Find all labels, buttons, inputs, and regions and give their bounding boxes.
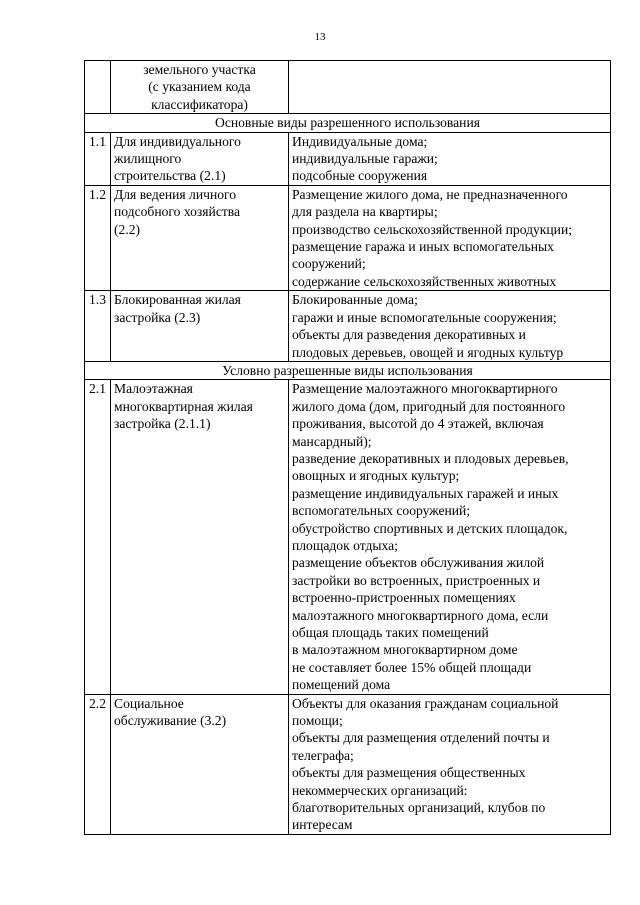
text-line: сооружений; xyxy=(292,256,366,272)
use-type-name xyxy=(111,694,289,834)
text-line: жилищного xyxy=(114,151,182,167)
row-number: 1.2 xyxy=(85,185,111,290)
header-continuation-row xyxy=(85,61,611,114)
section-heading-row xyxy=(85,361,611,379)
use-type-name xyxy=(111,132,289,185)
table-row xyxy=(85,694,611,834)
text-line: Для индивидуального xyxy=(114,133,241,149)
text-line: в малоэтажном многоквартирном доме xyxy=(292,642,518,658)
text-line: проживания, высотой до 4 этажей, включая xyxy=(292,416,544,432)
text-line: земельного участка xyxy=(143,62,256,77)
text-line: подсобные сооружения xyxy=(292,168,428,184)
text-line: встроенно-пристроенных помещениях xyxy=(292,590,516,606)
text-line: подсобного хозяйства xyxy=(114,204,241,220)
text-line: обустройство спортивных и детских площадок, xyxy=(292,520,568,536)
table-row xyxy=(85,380,611,694)
text-line: площадок отдыха; xyxy=(292,537,398,553)
table-body xyxy=(85,61,611,835)
use-type-name xyxy=(111,380,289,694)
text-line: многоквартирная жилая xyxy=(114,398,253,414)
row-number: 1.1 xyxy=(85,132,111,185)
use-type-name xyxy=(111,61,289,114)
text-line: размещение гаража и иных вспомогательных xyxy=(292,239,554,255)
text-line: некоммерческих организаций: xyxy=(292,782,468,798)
text-line: индивидуальные гаражи; xyxy=(292,151,438,167)
section-title: Основные виды разрешенного использования xyxy=(85,114,611,132)
text-line: объекты для разведения декоративных и xyxy=(292,327,526,343)
use-type-description xyxy=(289,132,611,185)
text-line: Социальное xyxy=(114,695,184,711)
text-line: содержание сельскохозяйственных животных xyxy=(292,273,557,289)
text-line: Размещение жилого дома, не предназначенного xyxy=(292,186,568,202)
text-line: гаражи и иные вспомогательные сооружения; xyxy=(292,309,557,325)
table-row xyxy=(85,185,611,290)
use-type-name xyxy=(111,291,289,362)
page-number: 13 xyxy=(314,31,326,43)
text-line: строительства (2.1) xyxy=(114,168,226,184)
row-number: 2.1 xyxy=(85,380,111,694)
text-line: (с указанием кода xyxy=(148,79,251,95)
table-row xyxy=(85,132,611,185)
text-line: обслуживание (3.2) xyxy=(114,713,227,729)
text-line: телеграфа; xyxy=(292,747,354,763)
use-type-description xyxy=(289,694,611,834)
text-line: плодовых деревьев, овощей и ягодных культур xyxy=(292,344,564,360)
text-line: общая площадь таких помещений xyxy=(292,625,489,640)
text-line: Объекты для оказания гражданам социальной xyxy=(292,695,559,711)
text-line: Блокированная жилая xyxy=(114,292,241,308)
section-title: Условно разрешенные виды использования xyxy=(85,361,611,379)
text-line: помещений дома xyxy=(292,677,391,693)
text-line: объекты для размещения общественных xyxy=(292,765,526,781)
text-line: Для ведения личного xyxy=(114,186,237,202)
use-type-description xyxy=(289,380,611,694)
text-line: размещение объектов обслуживания жилой xyxy=(292,555,545,571)
text-line: Индивидуальные дома; xyxy=(292,133,428,149)
text-line: жилого дома (дом, пригодный для постоянного xyxy=(292,398,566,414)
use-type-description xyxy=(289,61,611,114)
row-number: 2.2 xyxy=(85,694,111,834)
text-line: не составляет более 15% общей площади xyxy=(292,659,532,675)
text-line: для раздела на квартиры; xyxy=(292,204,438,220)
text-line: Размещение малоэтажного многоквартирного xyxy=(292,381,558,397)
text-line: Малоэтажная xyxy=(114,381,193,397)
row-number xyxy=(85,61,111,114)
text-line: овощных и ягодных культур; xyxy=(292,468,460,484)
text-line: размещение индивидуальных гаражей и иных xyxy=(292,485,559,501)
text-line: малоэтажного многоквартирного дома, если xyxy=(292,607,549,623)
text-line: производство сельскохозяйственной продукции; xyxy=(292,221,573,237)
text-line: интересам xyxy=(292,817,353,833)
use-type-description xyxy=(289,291,611,362)
text-line: вспомогательных сооружений; xyxy=(292,503,471,519)
text-line: помощи; xyxy=(292,713,343,729)
text-line: благотворительных организаций, клубов по xyxy=(292,800,546,816)
row-number: 1.3 xyxy=(85,291,111,362)
text-line: застройка (2.1.1) xyxy=(114,416,211,432)
use-type-name xyxy=(111,185,289,290)
text-line: объекты для размещения отделений почты и xyxy=(292,730,550,746)
table-row xyxy=(85,291,611,362)
land-use-table xyxy=(84,60,611,835)
use-type-description xyxy=(289,185,611,290)
text-line: мансардный); xyxy=(292,433,372,449)
text-line: Блокированные дома; xyxy=(292,292,418,308)
text-line: застройка (2.3) xyxy=(114,309,201,325)
section-heading-row xyxy=(85,114,611,132)
text-line: (2.2) xyxy=(114,221,141,237)
text-line: разведение декоративных и плодовых деревьев, xyxy=(292,450,569,466)
text-line: застройки во встроенных, пристроенных и xyxy=(292,572,541,588)
text-line: классификатора) xyxy=(151,96,248,112)
